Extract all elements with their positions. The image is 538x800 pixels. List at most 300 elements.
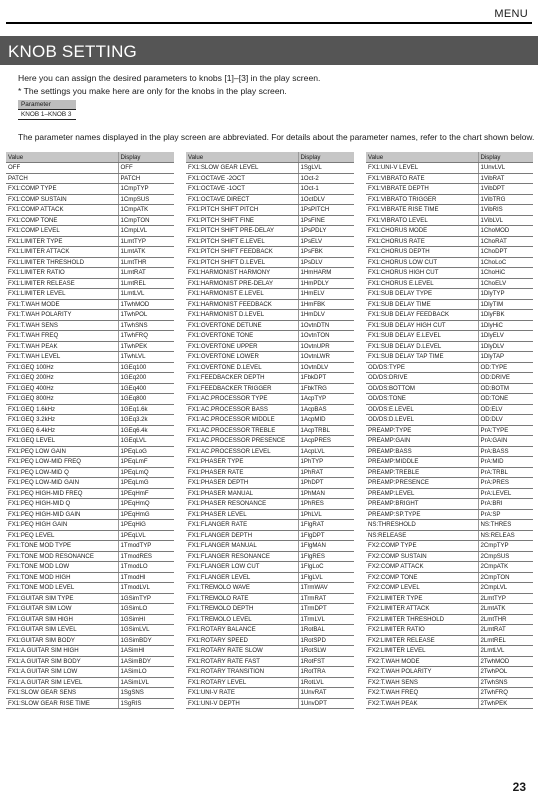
parameter-value-cell: FX1:PEQ HIGH-MID Q (6, 499, 118, 510)
table-row (186, 383, 354, 394)
parameter-display-cell: 1AcpPRES (298, 436, 354, 447)
parameter-display-cell: 1GSimHI (118, 614, 174, 625)
parameter-value-cell: FX1:T.WAH PEAK (6, 341, 118, 352)
parameter-display-cell: 1PEqLmG (118, 478, 174, 489)
table-row (366, 541, 533, 552)
parameter-display-cell: OD:TONE (478, 394, 533, 405)
table-row (186, 205, 354, 216)
parameter-display-cell: PrA:BRI (478, 499, 533, 510)
parameter-display-cell: 1FlgMAN (298, 541, 354, 552)
parameter-value-cell: OD/DS:BOTTOM (366, 383, 478, 394)
table-row (6, 331, 174, 342)
table-row (366, 352, 533, 363)
table-row (186, 551, 354, 562)
table-row (366, 236, 533, 247)
parameter-value-cell: FX1:VIBRATO RATE (366, 173, 478, 184)
parameter-value-cell: FX2:LIMITER TYPE (366, 593, 478, 604)
parameter-value-cell: PREAMP:BRIGHT (366, 499, 478, 510)
parameter-display-cell: 1OctDLV (298, 194, 354, 205)
parameter-display-cell: 1PsPDLY (298, 226, 354, 237)
parameter-display-cell: 1ChoMOD (478, 226, 533, 237)
parameter-value-cell: FX1:SUB DELAY TAP TIME (366, 352, 478, 363)
table-row (366, 667, 533, 678)
parameter-display-cell: 2TwhPEK (478, 698, 533, 709)
parameter-value-cell: PATCH (6, 173, 118, 184)
table-row (366, 656, 533, 667)
parameter-value-cell: FX2:COMP ATTACK (366, 562, 478, 573)
table-row (6, 604, 174, 615)
parameter-value-cell: NS:THRESHOLD (366, 520, 478, 531)
table-row (186, 247, 354, 258)
table-row (366, 247, 533, 258)
parameter-display-cell: 1CmpLVL (118, 226, 174, 237)
parameter-display-cell: 1FbkDPT (298, 373, 354, 384)
parameter-display-cell: NS:RELEAS (478, 530, 533, 541)
table-row (186, 320, 354, 331)
parameter-value-cell: PREAMP:BASS (366, 446, 478, 457)
parameter-display-cell: 1PEqLmQ (118, 467, 174, 478)
param-table-3 (366, 152, 533, 709)
table-row (6, 320, 174, 331)
table-row (186, 415, 354, 426)
parameter-display-cell: 1AcpLVL (298, 446, 354, 457)
table-row (366, 404, 533, 415)
parameter-display-cell: 2TwhSNS (478, 677, 533, 688)
parameter-value-cell: FX1:AC.PROCESSOR TREBLE (186, 425, 298, 436)
parameter-value-cell: FX1:TREMOLO LEVEL (186, 614, 298, 625)
parameter-value-cell: FX1:LIMITER THRESHOLD (6, 257, 118, 268)
table-row (186, 352, 354, 363)
table-row (186, 698, 354, 709)
parameter-display-cell: 1CmpSUS (118, 194, 174, 205)
table-row (366, 604, 533, 615)
parameter-display-cell: 1DlyTAP (478, 352, 533, 363)
table-row (186, 268, 354, 279)
parameter-display-cell: OD:TYPE (478, 362, 533, 373)
parameter-value-cell: FX1:HARMONIST HARMONY (186, 268, 298, 279)
parameter-display-cell: 1SgSNS (118, 688, 174, 699)
table-row (366, 635, 533, 646)
table-row (186, 478, 354, 489)
param-table-1 (6, 152, 174, 709)
table-row (6, 488, 174, 499)
parameter-display-cell: 2TwhFRQ (478, 688, 533, 699)
parameter-value-cell: FX2:LIMITER RATIO (366, 625, 478, 636)
parameter-display-cell: 1TwhPOL (118, 310, 174, 321)
table-row (6, 656, 174, 667)
parameter-value-cell: FX1:GEQ 400Hz (6, 383, 118, 394)
parameter-value-cell: FX1:PITCH SHIFT E.LEVEL (186, 236, 298, 247)
table-row (6, 667, 174, 678)
parameter-display-cell: PrA:LEVEL (478, 488, 533, 499)
table-row (366, 173, 533, 184)
table-row (366, 425, 533, 436)
table-row (6, 163, 174, 174)
table-row (6, 236, 174, 247)
table-row (6, 509, 174, 520)
parameter-display-cell: 1AcpTRBL (298, 425, 354, 436)
parameter-value-cell: FX1:HARMONIST E.LEVEL (186, 289, 298, 300)
table-row (186, 593, 354, 604)
table-row (6, 541, 174, 552)
parameter-display-cell: 1PEqHmG (118, 509, 174, 520)
table-row (366, 478, 533, 489)
table-row (6, 646, 174, 657)
parameter-value-cell: FX1:HARMONIST D.LEVEL (186, 310, 298, 321)
table-row (6, 499, 174, 510)
parameter-value-cell: FX1:FLANGER MANUAL (186, 541, 298, 552)
parameter-value-cell: FX1:TONE MOD RESONANCE (6, 551, 118, 562)
table-row (366, 625, 533, 636)
parameter-display-cell: 1DlyFBK (478, 310, 533, 321)
table-row (366, 572, 533, 583)
parameter-display-cell: 1OvtnDTN (298, 320, 354, 331)
parameter-box (18, 100, 76, 120)
parameter-display-cell: 1GEq100 (118, 362, 174, 373)
parameter-display-cell: 1PsDLV (298, 257, 354, 268)
parameter-value-cell: FX1:FEEDBACKER DEPTH (186, 373, 298, 384)
parameter-value-cell: FX2:COMP LEVEL (366, 583, 478, 594)
parameter-display-cell: 1TrmLVL (298, 614, 354, 625)
table-row (6, 688, 174, 699)
parameter-value-cell: OD/DS:E.LEVEL (366, 404, 478, 415)
menu-divider (6, 22, 532, 24)
parameter-value-cell: FX1:SUB DELAY D.LEVEL (366, 341, 478, 352)
table-row (6, 373, 174, 384)
table-row (6, 677, 174, 688)
parameter-display-cell: 1TwhPEK (118, 341, 174, 352)
parameter-value-cell: FX1:GUITAR SIM LOW (6, 604, 118, 615)
parameter-value-cell: FX1:AC.PROCESSOR LEVEL (186, 446, 298, 457)
parameter-value-cell: FX1:TREMOLO WAVE (186, 583, 298, 594)
table-row (6, 194, 174, 205)
table-row (186, 373, 354, 384)
parameter-value-cell: FX1:TONE MOD LOW (6, 562, 118, 573)
parameter-display-cell: 1PEqHmQ (118, 499, 174, 510)
parameter-display-cell: 1FlgRES (298, 551, 354, 562)
parameter-value-cell: FX2:T.WAH MODE (366, 656, 478, 667)
parameter-display-cell: 1GEq800 (118, 394, 174, 405)
parameter-display-cell: 1ASimHI (118, 646, 174, 657)
parameter-display-cell: 1LmtATK (118, 247, 174, 258)
parameter-value-cell: FX1:ROTARY RATE FAST (186, 656, 298, 667)
section-header-bar (0, 36, 538, 65)
parameter-value-cell: PREAMP:LEVEL (366, 488, 478, 499)
menu-label: MENU (494, 8, 528, 20)
parameter-display-cell: 1DlyTIM (478, 299, 533, 310)
parameter-display-cell: OD:DLV (478, 415, 533, 426)
parameter-display-cell: 2TwhPOL (478, 667, 533, 678)
table-row (6, 341, 174, 352)
intro-text: Here you can assign the desired parameters to knobs [1]–[3] in the play screen. (18, 73, 321, 83)
table-row (366, 614, 533, 625)
parameter-display-cell: 1HmFBK (298, 299, 354, 310)
table-row (186, 646, 354, 657)
parameter-value-cell: FX1:GEQ 3.2kHz (6, 415, 118, 426)
table-row (6, 268, 174, 279)
table-row (6, 425, 174, 436)
table-row (366, 383, 533, 394)
parameter-display-cell: 1PsFINE (298, 215, 354, 226)
parameter-value-cell: FX1:PEQ LOW-MID FREQ (6, 457, 118, 468)
table-row (6, 215, 174, 226)
parameter-value-cell: FX1:TONE MOD HIGH (6, 572, 118, 583)
parameter-value-cell: FX1:SUB DELAY HIGH CUT (366, 320, 478, 331)
parameter-value-cell: FX2:LIMITER ATTACK (366, 604, 478, 615)
parameter-value-cell: FX1:OCTAVE DIRECT (186, 194, 298, 205)
table-row (6, 457, 174, 468)
parameter-display-cell: PrA:SP (478, 509, 533, 520)
parameter-value-cell: FX1:AC.PROCESSOR BASS (186, 404, 298, 415)
table-row (366, 226, 533, 237)
parameter-value-cell: FX1:SUB DELAY TYPE (366, 289, 478, 300)
table-row (186, 163, 354, 174)
parameter-display-cell: 1PEqHiG (118, 520, 174, 531)
parameter-value-cell: FX1:CHORUS HIGH CUT (366, 268, 478, 279)
parameter-value-cell: FX2:LIMITER LEVEL (366, 646, 478, 657)
parameter-display-cell: 2LmtRAT (478, 625, 533, 636)
table-row (366, 457, 533, 468)
note-text: * The settings you make here are only for the knobs in the play screen. (18, 86, 287, 96)
table-row (6, 614, 174, 625)
parameter-value-cell: FX1:TONE MOD TYPE (6, 541, 118, 552)
parameter-value-cell: FX1:SLOW GEAR SENS (6, 688, 118, 699)
parameter-display-cell: PrA:TRBL (478, 467, 533, 478)
parameter-display-cell: 1PsELV (298, 236, 354, 247)
table-row (186, 331, 354, 342)
parameter-display-cell: 2LmtATK (478, 604, 533, 615)
parameter-display-cell: 1PhTYP (298, 457, 354, 468)
parameter-value-cell: FX1:FLANGER LOW CUT (186, 562, 298, 573)
table-row (366, 299, 533, 310)
table-row (6, 530, 174, 541)
parameter-display-cell: OD:ELV (478, 404, 533, 415)
parameter-display-cell: 1ChoRAT (478, 236, 533, 247)
table-row (366, 205, 533, 216)
parameter-display-cell: 1SgLVL (298, 163, 354, 174)
parameter-display-cell: 1CmpTON (118, 215, 174, 226)
table-row (6, 247, 174, 258)
value-column-header: Value (366, 152, 478, 163)
parameter-display-cell: 1FbkTRG (298, 383, 354, 394)
parameter-value-cell: FX1:OVERTONE UPPER (186, 341, 298, 352)
description-text: The parameter names displayed in the play screen are abbreviated. For details about the parameter names, refer to the chart shown below. (18, 132, 535, 142)
table-row (6, 698, 174, 709)
parameter-display-cell: 1ChoELV (478, 278, 533, 289)
parameter-value-cell: FX1:GUITAR SIM BODY (6, 635, 118, 646)
table-row (366, 310, 533, 321)
parameter-display-cell: 1Oct-1 (298, 184, 354, 195)
parameter-value-cell: FX1:GUITAR SIM HIGH (6, 614, 118, 625)
parameter-display-cell: 1AcpBAS (298, 404, 354, 415)
parameter-value-cell: FX1:COMP TONE (6, 215, 118, 226)
table-row (186, 635, 354, 646)
parameter-display-cell: OD:DRIVE (478, 373, 533, 384)
parameter-value-cell: FX1:PHASER TYPE (186, 457, 298, 468)
table-row (6, 184, 174, 195)
table-row (186, 194, 354, 205)
table-row (186, 614, 354, 625)
parameter-display-cell: 1Oct-2 (298, 173, 354, 184)
parameter-value-cell: FX1:GEQ 200Hz (6, 373, 118, 384)
parameter-value-cell: FX1:COMP TYPE (6, 184, 118, 195)
parameter-value-cell: FX1:LIMITER RELEASE (6, 278, 118, 289)
parameter-display-cell: 1HmDLV (298, 310, 354, 321)
table-row (186, 394, 354, 405)
parameter-display-cell: 1PhRES (298, 499, 354, 510)
parameter-value-cell: FX1:PHASER DEPTH (186, 478, 298, 489)
table-row (186, 572, 354, 583)
parameter-display-cell: 1HmPDLY (298, 278, 354, 289)
parameter-value-cell: FX2:LIMITER THRESHOLD (366, 614, 478, 625)
table-row (6, 583, 174, 594)
table-row (6, 478, 174, 489)
parameter-display-cell: 1GSimLVL (118, 625, 174, 636)
table-row (186, 562, 354, 573)
parameter-display-cell: 1LmtLVL (118, 289, 174, 300)
parameter-value-cell: FX1:SLOW GEAR LEVEL (186, 163, 298, 174)
parameter-value-cell: FX1:CHORUS RATE (366, 236, 478, 247)
table-row (186, 530, 354, 541)
parameter-display-cell: 1VibLVL (478, 215, 533, 226)
table-row (6, 383, 174, 394)
parameter-value-cell: FX2:COMP TYPE (366, 541, 478, 552)
parameter-display-cell: 1PEqLoG (118, 446, 174, 457)
parameter-display-cell: 1LmtREL (118, 278, 174, 289)
table-row (186, 656, 354, 667)
table-row (366, 362, 533, 373)
parameter-value-cell: FX1:A.GUITAR SIM BODY (6, 656, 118, 667)
parameter-display-cell: 1TwhMOD (118, 299, 174, 310)
parameter-value-cell: FX1:GEQ LEVEL (6, 436, 118, 447)
table-row (186, 341, 354, 352)
page-number: 23 (512, 780, 526, 794)
parameter-value-cell: FX1:PEQ LEVEL (6, 530, 118, 541)
parameter-display-cell: 1TmodRES (118, 551, 174, 562)
parameter-value-cell: FX1:FEEDBACKER TRIGGER (186, 383, 298, 394)
table-row (366, 593, 533, 604)
parameter-display-cell: 1PsFBK (298, 247, 354, 258)
table-row (186, 688, 354, 699)
table-row (186, 257, 354, 268)
parameter-value-cell: FX1:A.GUITAR SIM HIGH (6, 646, 118, 657)
table-row (6, 299, 174, 310)
parameter-value-cell: FX1:SUB DELAY E.LEVEL (366, 331, 478, 342)
parameter-value-cell: FX2:T.WAH FREQ (366, 688, 478, 699)
parameter-value-cell: FX1:COMP LEVEL (6, 226, 118, 237)
parameter-value-cell: FX1:LIMITER TYPE (6, 236, 118, 247)
table-row (186, 310, 354, 321)
parameter-value-cell: FX1:OVERTONE D.LEVEL (186, 362, 298, 373)
parameter-value-cell: OD/DS:D.LEVEL (366, 415, 478, 426)
parameter-display-cell: 1TwhSNS (118, 320, 174, 331)
display-column-header: Display (298, 152, 354, 163)
parameter-display-cell: 1RotBAL (298, 625, 354, 636)
parameter-display-cell: 1AcpTYP (298, 394, 354, 405)
parameter-display-cell: 2LmtREL (478, 635, 533, 646)
table-row (186, 215, 354, 226)
table-row (186, 299, 354, 310)
parameter-display-cell: 1RotLVL (298, 677, 354, 688)
table-row (186, 226, 354, 237)
parameter-display-cell: 1RotSPD (298, 635, 354, 646)
table-row (186, 236, 354, 247)
parameter-display-cell: 1DlyTYP (478, 289, 533, 300)
table-row (366, 415, 533, 426)
parameter-display-cell: 1HmELV (298, 289, 354, 300)
table-row (366, 698, 533, 709)
parameter-value-cell: PREAMP:TYPE (366, 425, 478, 436)
table-row (6, 205, 174, 216)
table-row (366, 194, 533, 205)
parameter-value-cell: FX2:COMP SUSTAIN (366, 551, 478, 562)
parameter-display-cell: 1SgRIS (118, 698, 174, 709)
table-row (6, 226, 174, 237)
parameter-value-cell: FX1:OCTAVE -2OCT (186, 173, 298, 184)
table-row (366, 257, 533, 268)
table-row (6, 436, 174, 447)
table-row (186, 509, 354, 520)
table-row (366, 583, 533, 594)
parameter-value-cell: FX1:VIBRATO LEVEL (366, 215, 478, 226)
parameter-value-cell: FX1:UNI-V LEVEL (366, 163, 478, 174)
parameter-display-cell: 1VibRIS (478, 205, 533, 216)
display-column-header: Display (478, 152, 533, 163)
parameter-value-cell: FX1:CHORUS LOW CUT (366, 257, 478, 268)
parameter-display-cell: 1AcpMID (298, 415, 354, 426)
parameter-value-cell: FX1:PHASER RATE (186, 467, 298, 478)
table-row (366, 467, 533, 478)
parameter-display-cell: 1UnvRAT (298, 688, 354, 699)
parameter-value-cell: FX1:GEQ 100Hz (6, 362, 118, 373)
parameter-display-cell: 1TrmDPT (298, 604, 354, 615)
parameter-value-cell: OD/DS:TONE (366, 394, 478, 405)
parameter-value-cell: FX1:ROTARY BALANCE (186, 625, 298, 636)
parameter-value-cell: FX2:T.WAH PEAK (366, 698, 478, 709)
parameter-value-cell: FX1:TREMOLO RATE (186, 593, 298, 604)
parameter-display-cell: 1TrmWAV (298, 583, 354, 594)
table-row (6, 404, 174, 415)
parameter-value-cell: FX1:LIMITER ATTACK (6, 247, 118, 258)
parameter-value-cell: FX1:T.WAH LEVEL (6, 352, 118, 363)
parameter-value-cell: FX1:FLANGER RESONANCE (186, 551, 298, 562)
parameter-value-cell: FX1:ROTARY TRANSITION (186, 667, 298, 678)
parameter-value-cell: FX1:PITCH SHIFT D.LEVEL (186, 257, 298, 268)
parameter-value: KNOB 1–KNOB 3 (18, 110, 76, 120)
parameter-display-cell: PrA:BASS (478, 446, 533, 457)
table-row (186, 289, 354, 300)
table-row (6, 352, 174, 363)
parameter-display-cell: 1GEq3.2k (118, 415, 174, 426)
parameter-value-cell: FX1:AC.PROCESSOR PRESENCE (186, 436, 298, 447)
parameter-value-cell: FX2:T.WAH SENS (366, 677, 478, 688)
parameter-display-cell: 1PhDPT (298, 478, 354, 489)
parameter-value-cell: PREAMP:PRESENCE (366, 478, 478, 489)
parameter-value-cell: FX1:T.WAH SENS (6, 320, 118, 331)
table-row (186, 362, 354, 373)
parameter-display-cell: 2LmtLVL (478, 646, 533, 657)
table-row (366, 646, 533, 657)
table-row (6, 257, 174, 268)
table-row (186, 541, 354, 552)
parameter-display-cell: 1VibTRG (478, 194, 533, 205)
table-row (366, 289, 533, 300)
parameter-value-cell: FX1:GEQ 800Hz (6, 394, 118, 405)
table-row (186, 667, 354, 678)
parameter-value-cell: FX1:A.GUITAR SIM LEVEL (6, 677, 118, 688)
parameter-value-cell: FX1:GUITAR SIM LEVEL (6, 625, 118, 636)
parameter-display-cell: PrA:TYPE (478, 425, 533, 436)
